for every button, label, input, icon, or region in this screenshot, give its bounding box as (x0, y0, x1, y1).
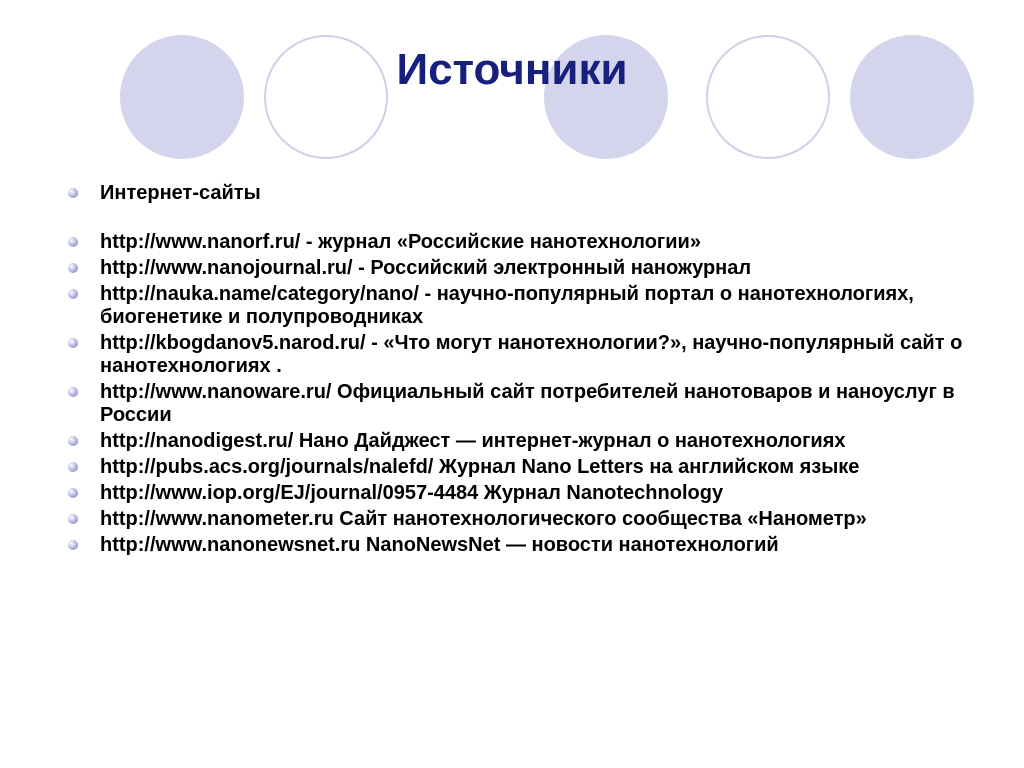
bullet-icon (68, 338, 78, 348)
bullet-icon (68, 289, 78, 299)
bullet-icon (68, 514, 78, 524)
list-item-text: http://pubs.acs.org/journals/nalefd/ Журнал Nano Letters на английском языке (100, 456, 860, 478)
list-item-text: http://www.nanometer.ru Сайт нанотехнологического сообщества «Нанометр» (100, 508, 867, 530)
list-item-text: http://nanodigest.ru/ Нано Дайджест — интернет-журнал о нанотехнологиях (100, 430, 846, 452)
list-item-text: http://www.nanojournal.ru/ - Российский электронный наножурнал (100, 257, 752, 279)
bullet-icon (68, 488, 78, 498)
bullet-icon (68, 237, 78, 247)
list-item (66, 482, 966, 505)
sources-list (66, 182, 966, 557)
list-item (66, 508, 966, 531)
list-item-text: http://nauka.name/category/nano/ - научно-популярный портал о нанотехнологиях, биогенетике и полупроводниках (100, 283, 914, 328)
list-item (66, 456, 966, 479)
list-item (66, 381, 966, 427)
list-item-text: http://www.nanoware.ru/ Официальный сайт потребителей нанотоваров и наноуслуг в России (100, 381, 955, 426)
slide-content (66, 182, 966, 560)
bullet-icon (68, 540, 78, 550)
list-item-heading (66, 182, 966, 205)
list-item (66, 231, 966, 254)
list-item (66, 257, 966, 280)
list-item (66, 283, 966, 329)
decor-circle-1 (120, 35, 244, 159)
list-item-text: http://www.nanorf.ru/ - журнал «Российские нанотехнологии» (100, 231, 701, 253)
list-item-text: http://www.iop.org/EJ/journal/0957-4484 Журнал Nanotechnology (100, 482, 724, 504)
list-item-text: http://www.nanonewsnet.ru NanoNewsNet — новости нанотехнологий (100, 534, 779, 556)
list-item (66, 534, 966, 557)
list-item-text: Интернет-сайты (100, 182, 261, 204)
bullet-icon (68, 263, 78, 273)
list-item (66, 430, 966, 453)
bullet-icon (68, 462, 78, 472)
bullet-icon (68, 436, 78, 446)
list-item-text: http://kbogdanov5.narod.ru/ - «Что могут нанотехнологии?», научно-популярный сайт о нанотехнологиях . (100, 332, 963, 377)
slide-title: Источники (396, 45, 628, 94)
list-item (66, 332, 966, 378)
decor-circle-4 (706, 35, 830, 159)
decor-circle-5 (850, 35, 974, 159)
bullet-icon (68, 387, 78, 397)
bullet-icon (68, 188, 78, 198)
